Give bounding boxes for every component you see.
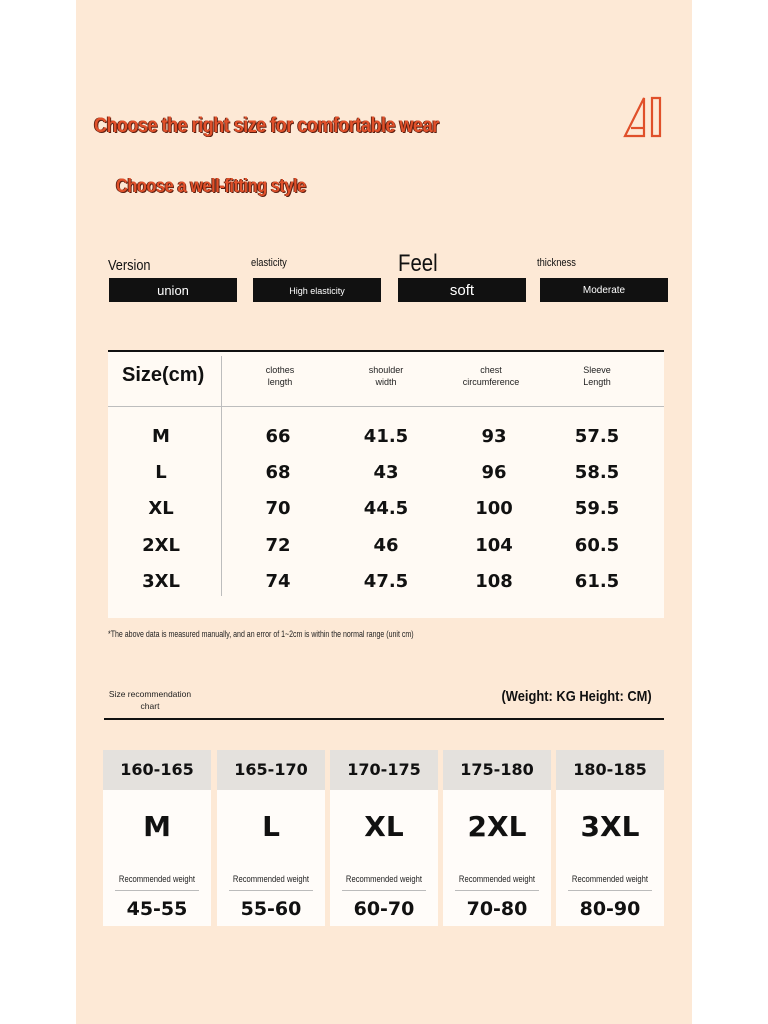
table-divider-horizontal [108,406,664,407]
column-header-line: Sleeve [583,365,611,375]
recommendation-units: (Weight: KG Height: CM) [501,688,652,705]
card-divider [342,890,426,891]
column-header-line: width [375,377,397,387]
table-cell: 96 [481,462,507,483]
column-header-chest-circumference [463,364,520,388]
table-row-size: XL [148,498,174,519]
card-body [103,790,211,926]
recommendation-label-line: chart [140,701,160,711]
column-header-line: Length [583,377,611,387]
table-row-size: 3XL [142,571,180,592]
table-cell: 61.5 [574,571,620,592]
card-body [330,790,438,926]
card-height-range: 180-185 [556,750,664,790]
table-cell: 43 [373,462,399,483]
column-header-sleeve-length [583,364,611,388]
card-body [443,790,551,926]
page-headline: Choose the right size for comfortable wear [94,114,439,137]
card-size: XL [364,810,404,843]
table-divider-vertical [221,356,222,596]
table-cell: 100 [475,498,513,519]
column-header-line: length [267,377,293,387]
size-card-m [103,750,211,926]
card-size: M [143,810,171,843]
attr-value-thickness: Moderate [540,278,668,302]
attr-value-feel: soft [398,278,526,302]
table-cell: 72 [265,535,291,556]
card-body [217,790,325,926]
ai-monogram-logo-icon [622,94,666,140]
table-cell: 44.5 [363,498,409,519]
card-size: 2XL [467,810,527,843]
table-cell: 74 [265,571,291,592]
card-body [556,790,664,926]
attr-value-version: union [109,278,237,302]
card-height-range: 175-180 [443,750,551,790]
card-weight-label: Recommended weight [571,874,649,884]
card-size: 3XL [580,810,640,843]
card-weight-label: Recommended weight [118,874,196,884]
card-weight-range: 80-90 [579,898,641,920]
table-cell: 108 [475,571,513,592]
attr-label-feel: Feel [398,250,438,277]
card-height-range: 170-175 [330,750,438,790]
table-cell: 47.5 [363,571,409,592]
column-header-line: chest [480,365,502,375]
table-cell: 60.5 [574,535,620,556]
card-divider [229,890,313,891]
attr-label-version: Version [108,257,151,274]
table-cell: 57.5 [574,426,620,447]
card-divider [115,890,199,891]
card-size: L [262,810,280,843]
attr-label-thickness: thickness [537,257,576,269]
column-header-line: shoulder [368,365,404,375]
card-divider [568,890,652,891]
measurement-note: *The above data is measured manually, and an error of 1~2cm is within the normal range (unit cm) [108,629,414,639]
table-cell: 59.5 [574,498,620,519]
size-card-l [217,750,325,926]
card-divider [455,890,539,891]
column-header-line: circumference [462,377,520,387]
size-card-xl [330,750,438,926]
card-weight-label: Recommended weight [232,874,310,884]
card-height-range: 165-170 [217,750,325,790]
table-row-size: M [152,426,170,447]
card-weight-label: Recommended weight [458,874,536,884]
table-cell: 104 [475,535,513,556]
size-table-header-label: Size(cm) [122,364,205,386]
table-cell: 58.5 [574,462,620,483]
attr-value-elasticity: High elasticity [253,278,381,302]
table-row-size: 2XL [142,535,180,556]
column-header-shoulder-width [369,364,404,388]
column-header-line: clothes [265,365,295,375]
card-weight-range: 70-80 [466,898,528,920]
card-weight-range: 60-70 [353,898,415,920]
size-card-3xl [556,750,664,926]
table-cell: 46 [373,535,399,556]
table-row-size: L [155,462,167,483]
card-weight-range: 55-60 [240,898,302,920]
table-cell: 66 [265,426,291,447]
section-divider [104,718,664,720]
table-cell: 41.5 [363,426,409,447]
column-header-clothes-length [266,364,295,388]
size-table [108,350,664,618]
page-subheadline: Choose a well-fitting style [116,176,306,197]
size-recommendation-label [108,688,192,712]
card-weight-label: Recommended weight [345,874,423,884]
size-card-2xl [443,750,551,926]
table-cell: 70 [265,498,291,519]
card-height-range: 160-165 [103,750,211,790]
attr-label-elasticity: elasticity [251,257,287,269]
table-cell: 93 [481,426,507,447]
card-weight-range: 45-55 [126,898,188,920]
recommendation-label-line: Size recommendation [108,689,192,699]
table-cell: 68 [265,462,291,483]
